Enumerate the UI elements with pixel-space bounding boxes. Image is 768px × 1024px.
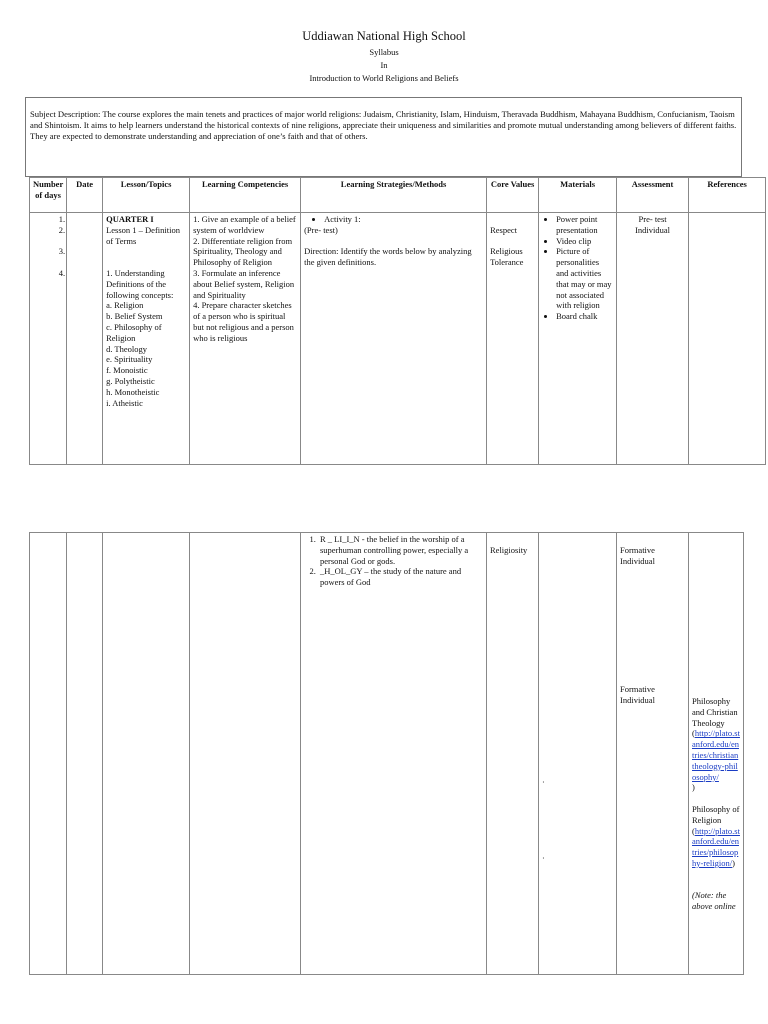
day-number: 3. — [58, 246, 66, 257]
reference-title: Philosophy of Religion — [692, 803, 740, 825]
core-value: Religious Tolerance — [490, 246, 524, 268]
days-cell — [30, 533, 67, 975]
assessment-type: Formative — [620, 544, 655, 555]
assessment-cell — [617, 213, 689, 465]
definition-item: 1. R _ LI_I_N - the belief in the worship of a superhuman controlling power, especially a personal God or gods. — [318, 534, 483, 566]
reference-note: (Note: the above online — [692, 890, 736, 912]
core-values-cell — [487, 213, 539, 465]
assessment-mode: Individual — [620, 555, 655, 566]
competencies-cell — [190, 213, 301, 465]
concept-item: f. Monoistic — [106, 365, 148, 376]
concept-item: c. Philosophy of Religion — [106, 321, 162, 343]
col-header-date: Date — [67, 178, 103, 213]
col-header-competencies: Learning Competencies — [190, 178, 301, 213]
materials-cell — [539, 533, 617, 975]
assessment-type: Pre- test — [638, 214, 667, 224]
pretest-label: (Pre- test) — [304, 224, 338, 235]
material-item: • Video clip — [556, 236, 613, 247]
subject-description: Subject Description: The course explores the main tenets and practices of major world religions: Judaism, Christianity, Islam, Hinduism, Theravada Buddhism, Mahayana Buddhism, Confucianism, Taoism and Shintoism. It aims to help learners understand the historical contexts of nine religions, appreciate their uniqueness and similarities and promote mutual understanding among believers of different faiths. They are expected to demonstrate understanding and appreciation of one’s faith and that of others. — [25, 97, 742, 177]
col-header-core-values: Core Values — [487, 178, 539, 213]
syllabus-table-2 — [29, 532, 744, 975]
col-header-strategies: Learning Strategies/Methods — [301, 178, 487, 213]
references-cell — [689, 533, 744, 975]
date-cell — [67, 213, 103, 465]
reference-link[interactable]: http://plato.stanford.edu/entries/philosophy-religion/ — [692, 825, 740, 868]
col-header-references: References — [689, 178, 766, 213]
lesson-cell — [103, 533, 190, 975]
col-header-assessment: Assessment — [617, 178, 689, 213]
day-number: 1. — [58, 214, 66, 224]
reference-link[interactable]: http://plato.stanford.edu/entries/christiantheology-philosophy/ — [692, 728, 740, 782]
definition-item: 2. _H_OL_GY – the study of the nature and powers of God — [318, 566, 483, 588]
materials-cell — [539, 213, 617, 465]
core-value: Respect — [490, 224, 517, 235]
col-header-materials: Materials — [539, 178, 617, 213]
col-header-days: Number of days — [30, 178, 67, 213]
concept-item: b. Belief System — [106, 311, 163, 322]
col-header-lesson: Lesson/Topics — [103, 178, 190, 213]
assessment-mode: Individual — [620, 695, 655, 706]
assessment-cell — [617, 533, 689, 975]
concept-item: e. Spirituality — [106, 354, 153, 365]
concept-item: g. Polytheistic — [106, 375, 155, 386]
school-name: Uddiawan National High School — [302, 29, 466, 43]
subject-title: Introduction to World Religions and Beliefs — [309, 73, 459, 83]
concept-item: i. Atheistic — [106, 397, 143, 408]
concept-item: d. Theology — [106, 343, 148, 354]
assessment-mode: Individual — [635, 224, 671, 235]
lesson-intro: 1. Understanding Definitions of the following concepts: — [106, 267, 174, 300]
in-label: In — [380, 60, 388, 70]
days-cell — [30, 213, 67, 465]
paren-open: ( — [692, 825, 695, 836]
paren-close: ) — [732, 857, 735, 868]
competencies-cell — [190, 533, 301, 975]
direction-text: Direction: Identify the words below by analyzing the given definitions. — [304, 246, 472, 268]
date-cell — [67, 533, 103, 975]
concept-item: h. Monotheistic — [106, 386, 160, 397]
paren-open: ( — [692, 728, 695, 739]
references-cell — [689, 213, 766, 465]
reference-title: Philosophy and Christian Theology — [692, 696, 738, 728]
strategies-cell — [301, 533, 487, 975]
core-values-cell — [487, 533, 539, 975]
paren-close: ) — [692, 782, 695, 793]
material-mark: · — [542, 777, 545, 787]
syllabus-table-1 — [29, 177, 766, 465]
material-item: • Picture of personalities and activities that may or may not associated with religion — [556, 246, 613, 311]
competency-item: 4. Prepare character sketches of a person who is spiritual but not religious and a person who is religious — [193, 300, 294, 343]
quarter-label: QUARTER I — [106, 214, 154, 224]
syllabus-label: Syllabus — [369, 47, 399, 57]
competency-item: 3. Formulate an inference about Belief system, Religion and Spirituality — [193, 267, 295, 300]
day-number: 4. — [58, 267, 66, 278]
strategies-cell — [301, 213, 487, 465]
material-item: • Board chalk — [556, 311, 613, 322]
concept-item: a. Religion — [106, 300, 144, 311]
competency-item: 1. Give an example of a belief system of worldview — [193, 214, 296, 235]
lesson-cell — [103, 213, 190, 465]
core-value: Religiosity — [490, 544, 528, 555]
material-mark: · — [542, 852, 545, 863]
day-number: 2. — [58, 224, 66, 235]
lesson-title: Lesson 1 – Definition of Terms — [106, 224, 180, 246]
assessment-type: Formative — [620, 684, 655, 695]
competency-item: 2. Differentiate religion from Spirituality, Theology and Philosophy of Religion — [193, 235, 293, 268]
activity-label: • Activity 1: — [324, 214, 483, 225]
material-item: • Power point presentation — [556, 214, 613, 236]
